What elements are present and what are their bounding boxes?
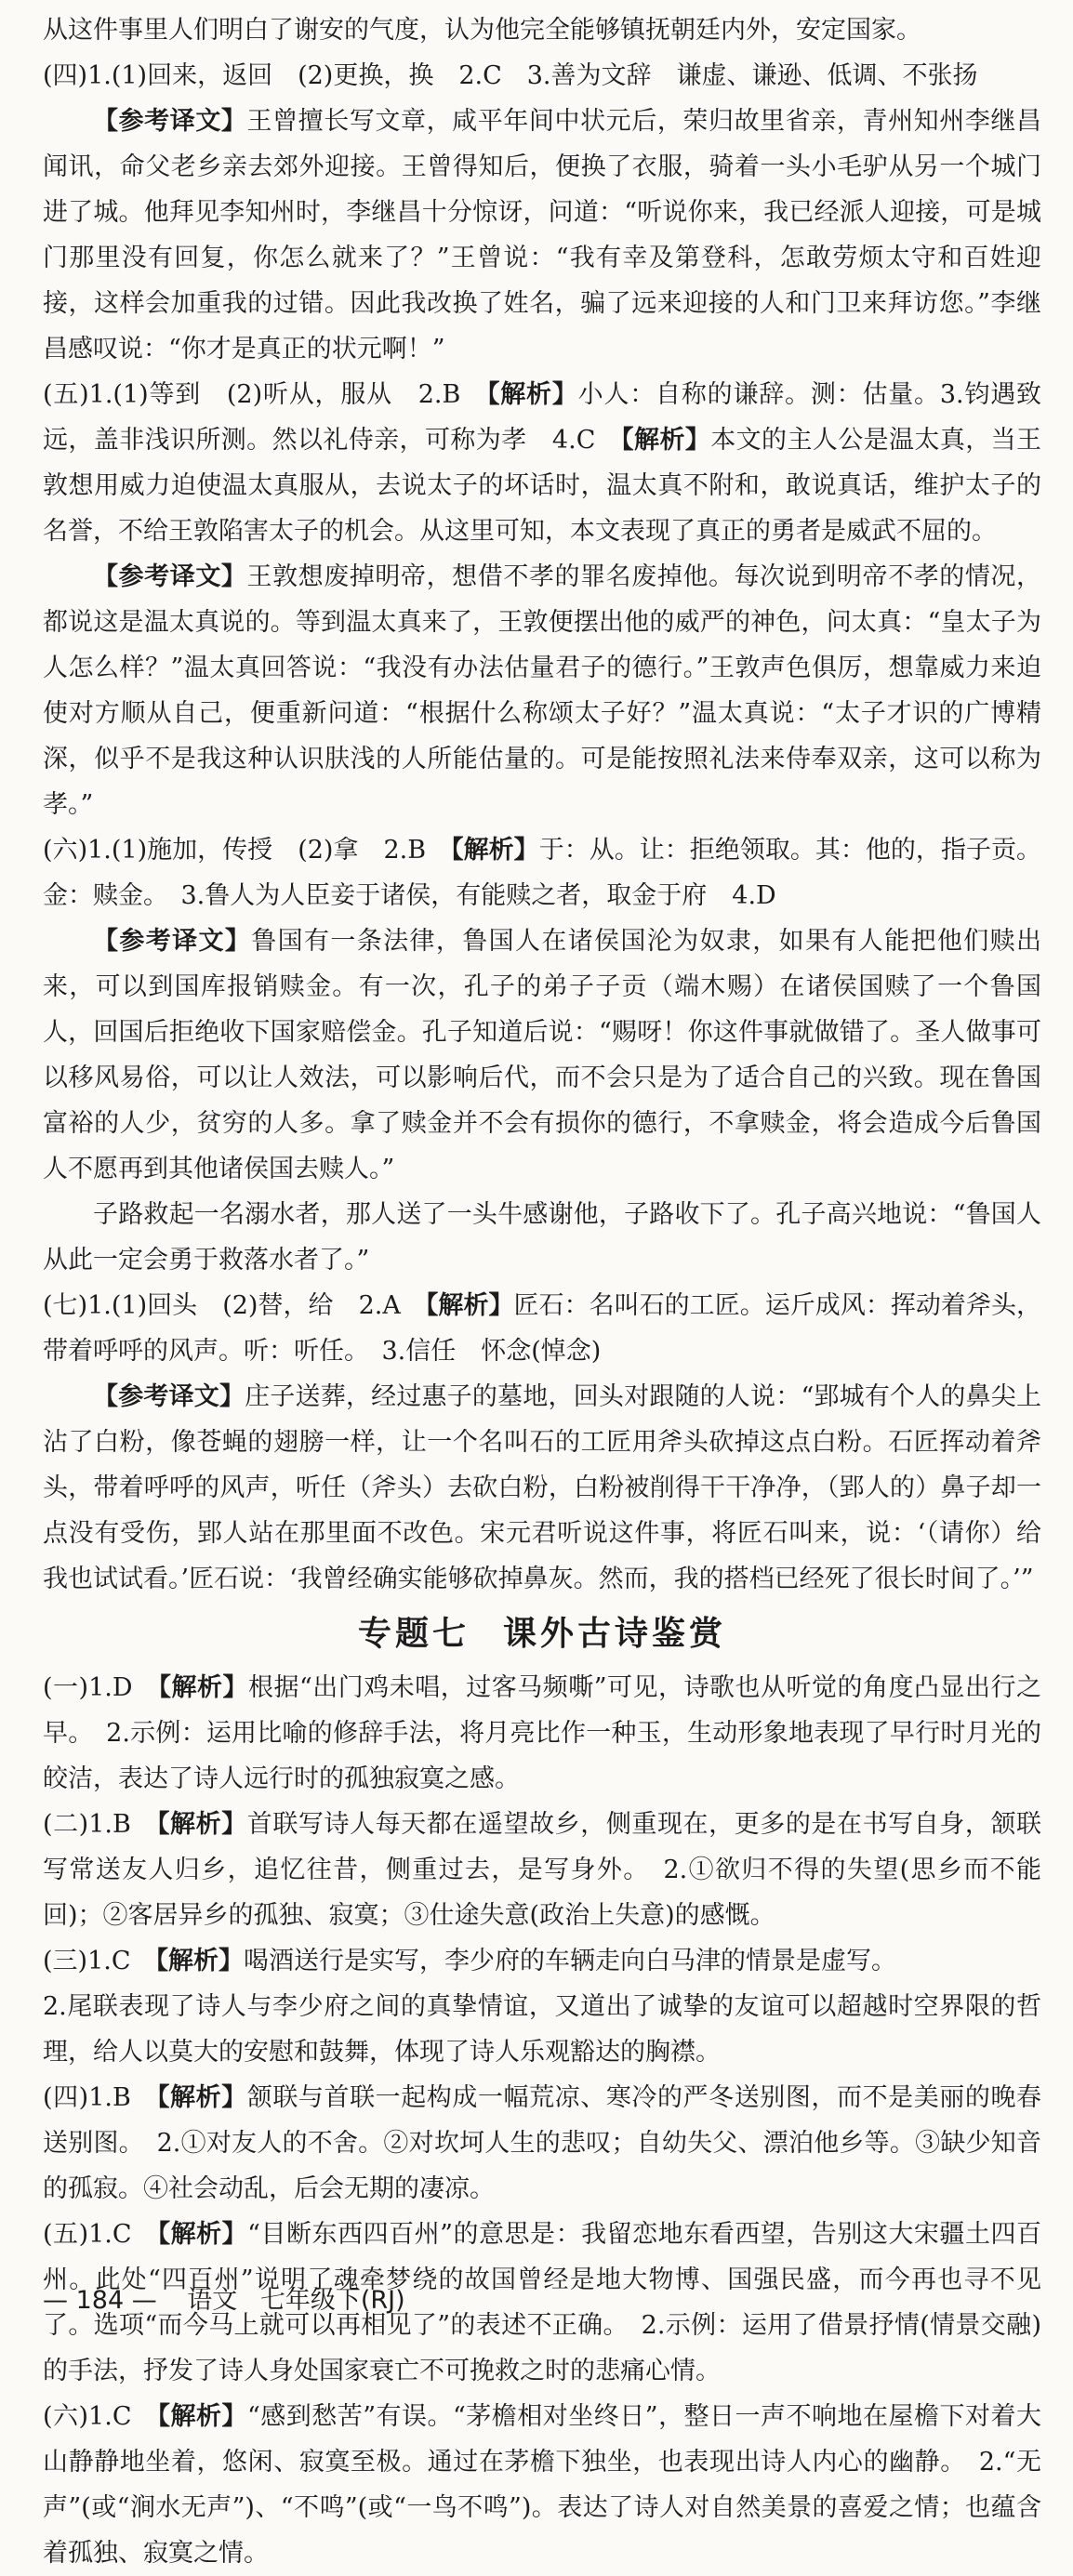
section-tag: 【参考译文】 [93,927,252,956]
answer-paragraph [43,2075,1041,2212]
answer-paragraph [43,1802,1041,1938]
page-footer [43,2279,405,2316]
paragraph-text: “感到愁苦”有误。“茅檐相对坐终日”，整日一声不响地在屋檐下对着大山静静地坐着，悠闲、寂寞至极。通过在茅檐下独坐，也表现出诗人内心的幽静。 2.“无声”(或“涧水无声”)、“不鸣”(或“一鸟不鸣”)。表达了诗人对自然美景的喜爱之情；也蕴含着孤独、寂寞之情。 [43,2402,1041,2568]
section-number: 专题七 [357,1615,470,1653]
page-content [43,7,1041,2576]
paragraph-text: (四)1.B [43,2083,157,2112]
paragraph-text: 于：从。让：拒绝领取。其：他的，指子贡。金：赎金。 3.鲁人为人臣妾于诸侯，有能赎之者，取金于府 4.D [43,836,1041,910]
subject-label: 语文 [187,2286,238,2315]
section-tag: 【解析】 [156,1810,247,1839]
paragraph-text: 子路救起一名溺水者，那人送了一头牛感谢他，子路收下了。孔子高兴地说：“鲁国人从此一定会勇于救落水者了。” [43,1200,1041,1275]
answer-paragraph [43,1192,1041,1283]
paragraph-text: 庄子送葬，经过惠子的墓地，回头对跟随的人说：“郢城有个人的鼻尖上沾了白粉，像苍蝇的翅膀一样，让一个名叫石的工匠用斧头砍掉这点白粉。石匠挥动着斧头，带着呼呼的风声，听任（斧头）去砍白粉，白粉被削得干干净净，（郢人的）鼻子却一点没有受伤，郢人站在那里面不改色。宋元君听说这件事，将匠石叫来，说：‘（请你）给我也试试看。’匠石说：‘我曾经确实能够砍掉鼻灰。然而，我的搭档已经死了很长时间了。’” [43,1382,1041,1593]
answer-paragraph [43,7,1041,53]
paragraph-text: 从这件事里人们明白了谢安的气度，认为他完全能够镇抚朝廷内外，安定国家。 [43,16,921,45]
answer-paragraph [43,1374,1041,1602]
answer-paragraph [43,53,1041,99]
section-tag: 【解析】 [157,2402,247,2431]
paragraph-text: (一)1.D [43,1673,159,1702]
paragraph-text: 首联写诗人每天都在遥望故乡，侧重现在，更多的是在书写自身，颔联写常送友人归乡，追忆往昔，侧重过去，是写身外。 2.①欲归不得的失望(思乡而不能回)；②客居异乡的孤独、寂寞；③仕途失意(政治上失意)的感慨。 [43,1810,1042,1930]
section-tag: 【解析】 [451,836,539,865]
paragraph-text: (五)1.C [43,2220,158,2249]
paragraph-text: 小人：自称的谦辞。测：估量。3.钧遇致远，盖非浅识所测。然以礼侍亲，可称为孝 4.C [43,380,1042,455]
answer-paragraph [43,2394,1041,2576]
paragraph-text: 根据“出门鸡未唱，过客马频嘶”可见，诗歌也从听觉的角度凸显出行之早。 2.示例：运用比喻的修辞手法，将月亮比作一种玉，生动形象地表现了早行时月光的皎洁，表达了诗人远行时的孤独寂寞之感。 [43,1673,1041,1793]
section-tag: 【解析】 [425,1291,514,1320]
paragraph-text: 王敦想废掉明帝，想借不孝的罪名废掉他。每次说到明帝不孝的情况，都说这是温太真说的。等到温太真来了，王敦便摆出他的威严的神色，问太真：“皇太子为人怎么样？”温太真回答说：“我没有办法估量君子的德行。”王敦声色俱厉，想靠威力来迫使对方顺从自己，便重新问道：“根据什么称颂太子好？”温太真说：“太子才识的广博精深，似乎不是我这种认识肤浅的人所能估量的。可是能按照礼法来侍奉双亲，这可以称为孝。” [43,562,1041,819]
paragraph-text: (六)1.C [43,2402,158,2431]
section-tag: 【解析】 [158,1673,248,1702]
paragraph-text: (七)1.(1)回头 (2)替，给 2.A [43,1291,426,1320]
answer-paragraph [43,918,1041,1192]
paragraph-text: (四)1.(1)回来，返回 (2)更换，换 2.C 3.善为文辞 谦虚、谦逊、低调、不张扬 [43,61,978,90]
page-number: — 184 — [43,2286,157,2315]
paragraph-text: (六)1.(1)施加，传授 (2)拿 2.B [43,836,452,865]
paragraph-text: 王曾擅长写文章，咸平年间中状元后，荣归故里省亲，青州知州李继昌闻讯，命父老乡亲去郊外迎接。王曾得知后，便换了衣服，骑着一头小毛驴从另一个城门进了城。他拜见李知州时，李继昌十分惊讶，问道：“听说你来，我已经派人迎接，可是城门那里没有回复，你怎么就来了？”王曾说：“我有幸及第登科，怎敢劳烦太守和百姓迎接，这样会加重我的过错。因此我改换了姓名，骗了远来迎接的人和门卫来拜访您。”李继昌感叹说：“你才是真正的状元啊！” [43,107,1041,363]
answer-paragraph [43,1665,1041,1802]
answer-paragraph [43,372,1041,554]
paragraph-text: (二)1.B [43,1810,157,1839]
section-heading [43,1607,1041,1661]
section-tag: 【参考译文】 [93,562,247,591]
answer-paragraph [43,554,1041,827]
section-title: 课外古诗鉴赏 [503,1615,727,1653]
paragraph-text: 喝酒送行是实写，李少府的车辆走向白马津的情景是虚写。 [244,1947,896,1975]
section-tag: 【参考译文】 [93,107,247,136]
answer-paragraph [43,1984,1041,2075]
answer-paragraph [43,1283,1041,1374]
paragraph-text: (五)1.(1)等到 (2)听从，服从 2.B [43,380,487,409]
paragraph-text: (三)1.C [43,1947,156,1975]
section-tag: 【解析】 [621,426,711,455]
answer-paragraph [43,827,1041,918]
paragraph-text: 匠石：名叫石的工匠。运斤成风：挥动着斧头，带着呼呼的风声。听：听任。 3.信任 怀念(悼念) [43,1291,1042,1366]
paragraph-text: 2.尾联表现了诗人与李少府之间的真挚情谊，又道出了诚挚的友谊可以超越时空界限的哲理，给人以莫大的安慰和鼓舞，体现了诗人乐观豁达的胸襟。 [43,1992,1041,2067]
paragraph-text: 鲁国有一条法律，鲁国人在诸侯国沦为奴隶，如果有人能把他们赎出来，可以到国库报销赎金。有一次，孔子的弟子子贡（端木赐）在诸侯国赎了一个鲁国人，回国后拒绝收下国家赔偿金。孔子知道后说：“赐呀！你这件事就做错了。圣人做事可以移风易俗，可以让人效法，可以影响后代，而不会只是为了适合自己的兴致。现在鲁国富裕的人少，贫穷的人多。拿了赎金并不会有损你的德行，不拿赎金，将会造成今后鲁国人不愿再到其他诸侯国去赎人。” [43,927,1042,1183]
answer-paragraph [43,1938,1041,1984]
paragraph-text: “目断东西四百州”的意思是：我留恋地东看西望，告别这大宋疆土四百州。此处“四百州”说明了魂牵梦绕的故国曾经是地大物博、国强民盛，而今再也寻不见了。选项“而今马上就可以再相见了”的表述不正确。 2.示例：运用了借景抒情(情景交融)的手法，抒发了诗人身处国家衰亡不可挽救之时的悲痛心情。 [43,2220,1041,2385]
section-tag: 【解析】 [486,380,578,409]
section-tag: 【解析】 [155,1947,244,1975]
answer-paragraph [43,99,1041,372]
section-tag: 【解析】 [157,2220,248,2249]
section-tag: 【参考译文】 [93,1382,245,1411]
grade-label: 七年级下(RJ) [259,2286,405,2315]
section-tag: 【解析】 [156,2083,247,2112]
paragraph-text: 颔联与首联一起构成一幅荒凉、寒冷的严冬送别图，而不是美丽的晚春送别图。 2.①对友人的不舍。②对坎坷人生的悲叹；自幼失父、漂泊他乡等。③缺少知音的孤寂。④社会动乱，后会无期的凄凉。 [43,2083,1042,2203]
paragraph-text: 本文的主人公是温太真，当王敦想用威力迫使温太真服从，去说太子的坏话时，温太真不附和，敢说真话，维护太子的名誉，不给王敦陷害太子的机会。从这里可知，本文表现了真正的勇者是威武不屈的。 [43,426,1042,546]
